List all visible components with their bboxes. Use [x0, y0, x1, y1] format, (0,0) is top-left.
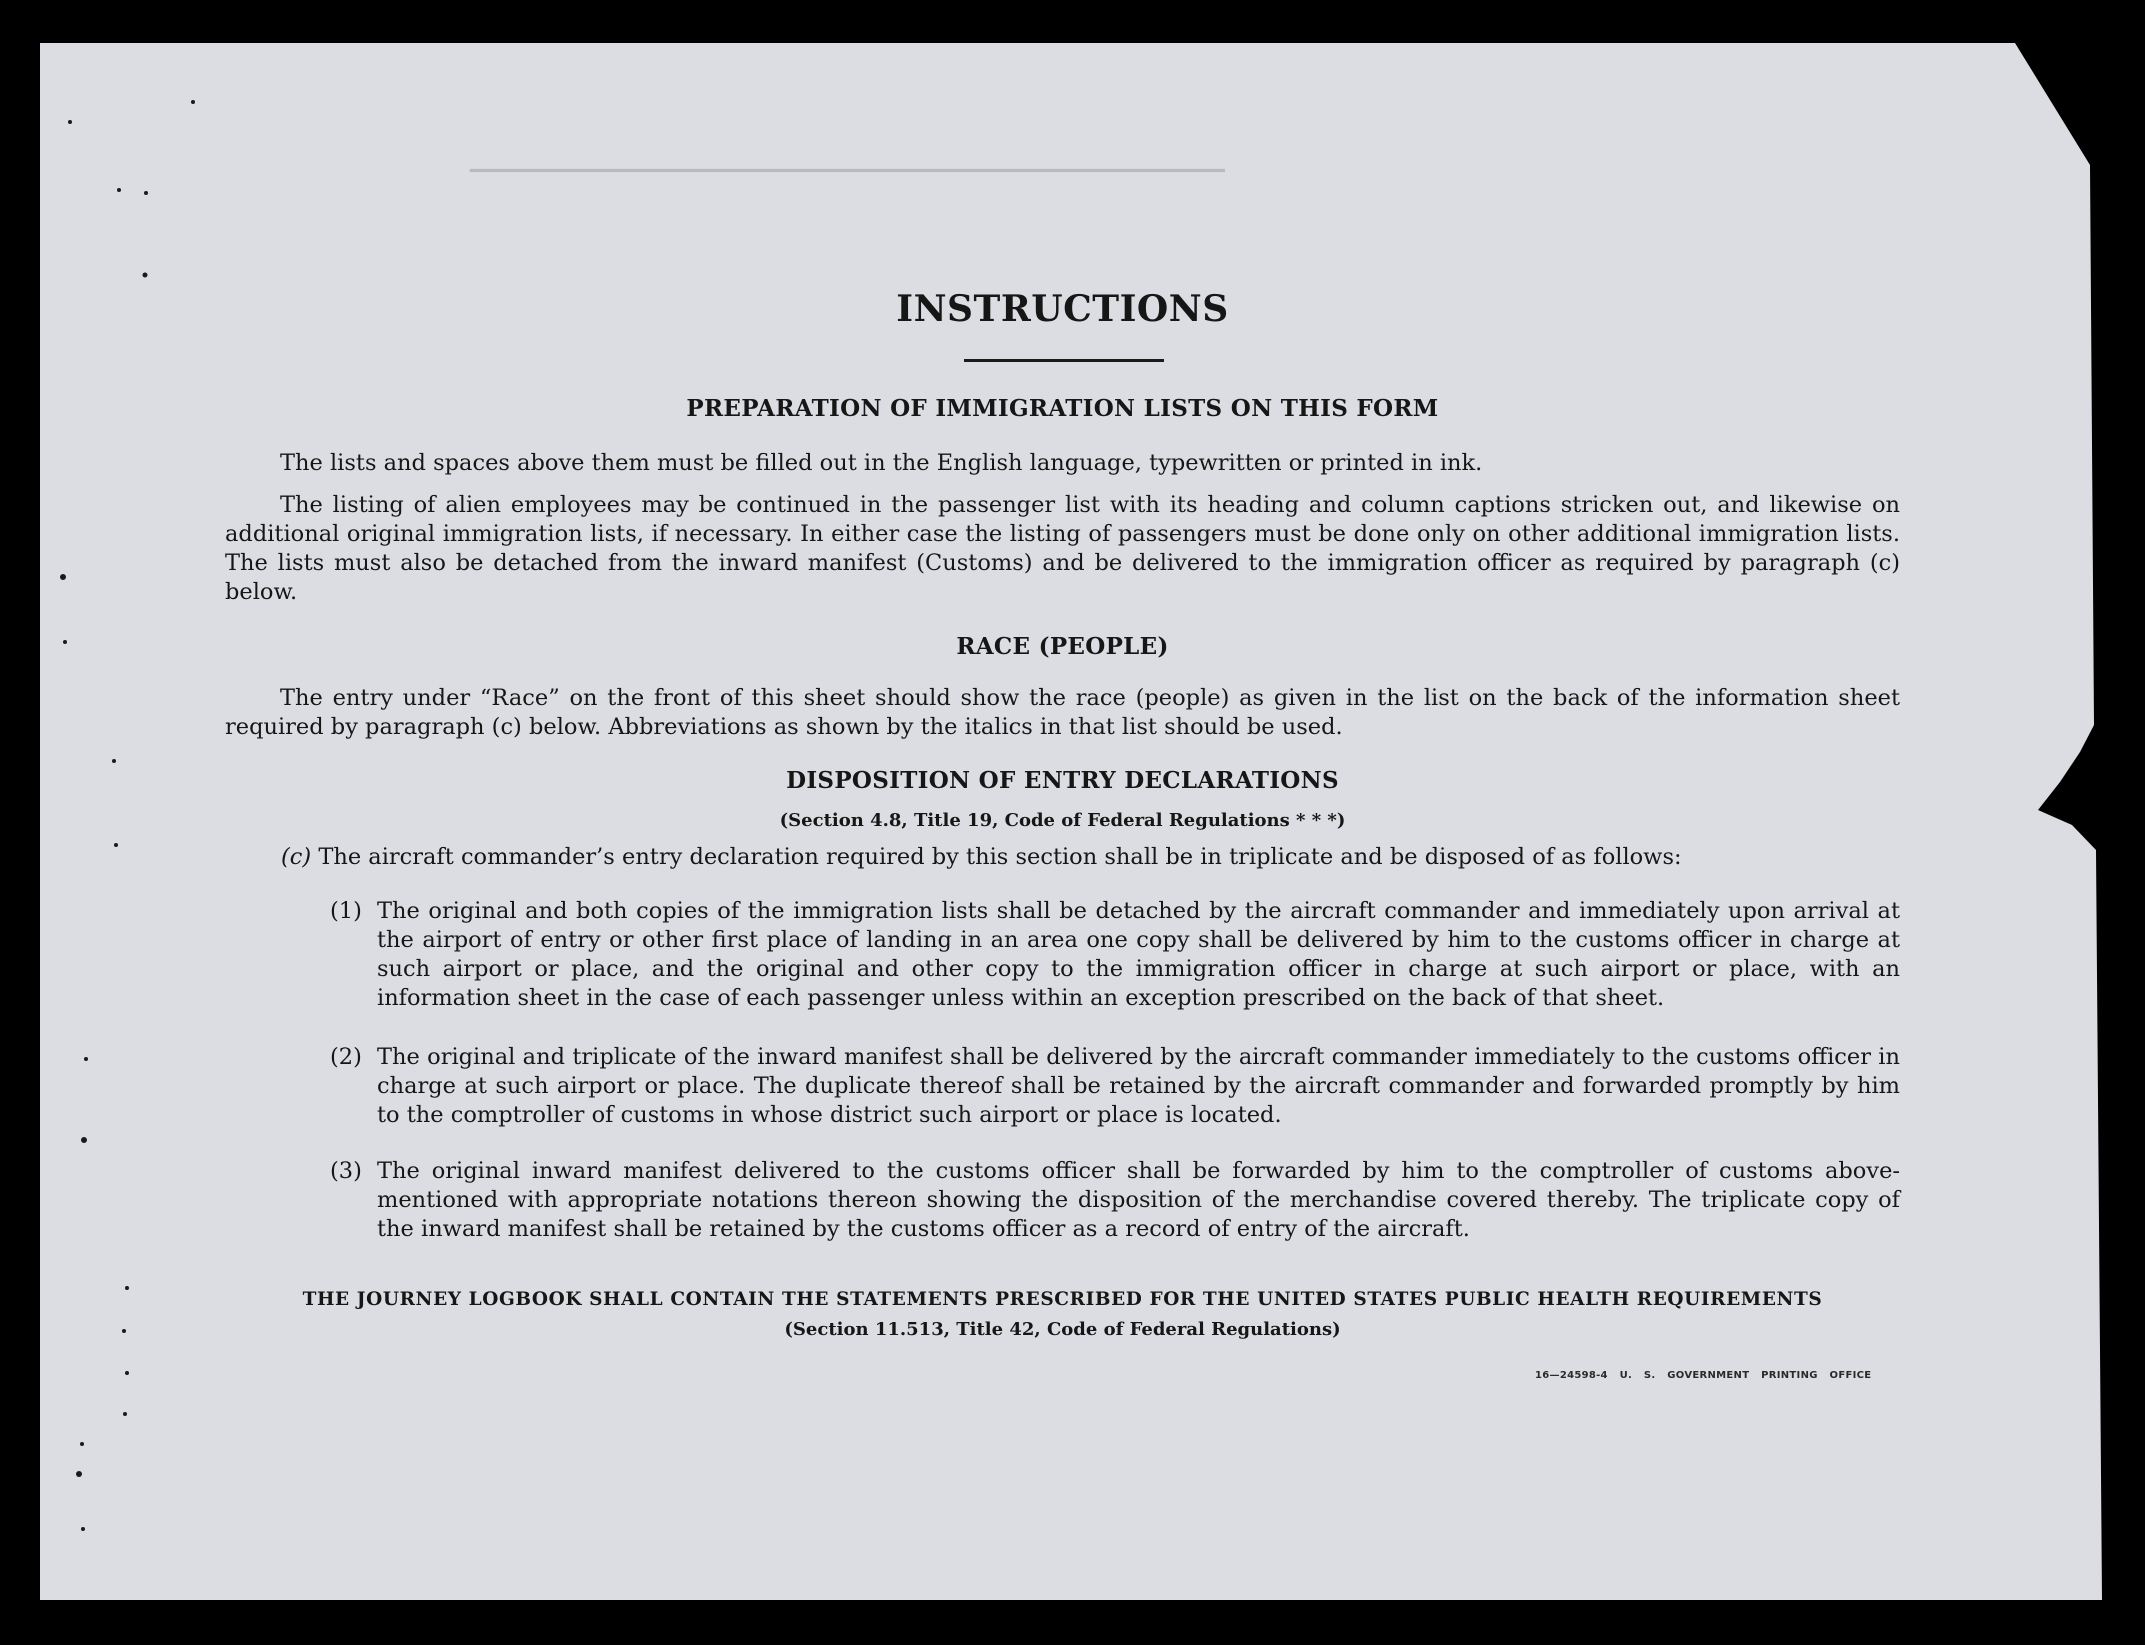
- disposition-clause: [281, 843, 1900, 872]
- page-title: INSTRUCTIONS: [896, 288, 1229, 330]
- disposition-item-1: [330, 897, 1900, 1013]
- disposition-heading: DISPOSITION OF ENTRY DECLARATIONS: [786, 767, 1339, 794]
- title-underline: [964, 359, 1164, 362]
- public-health-citation: (Section 11.513, Title 42, Code of Federal Regulations): [784, 1319, 1341, 1340]
- preparation-paragraph-1: The lists and spaces above them must be filled out in the English language, typewritten or printed in ink.: [280, 450, 1483, 476]
- disposition-item-2: [330, 1043, 1900, 1130]
- item-text: The original and both copies of the immigration lists shall be detached by the aircraft commander and immediately upon arrival at the airport of entry or other first place of landing in an area one copy shall be delivered by him to the customs officer in charge at such airport or place, and the original and other copy to the immigration officer in charge at such airport or place, with an information sheet in the case of each passenger unless within an exception prescribed on the back of that sheet.: [377, 898, 1900, 1011]
- item-text: The original inward manifest delivered to the customs officer shall be forwarded by him to the comptroller of customs above-mentioned with appropriate notations thereon showing the disposition of the merchandise covered thereby. The triplicate copy of the inward manifest shall be retained by the customs officer as a record of entry of the aircraft.: [377, 1158, 1900, 1242]
- disposition-citation: (Section 4.8, Title 19, Code of Federal Regulations * * *): [779, 810, 1346, 831]
- clause-text: The aircraft commander’s entry declaration required by this section shall be in triplicate and be disposed of as follows:: [318, 844, 1682, 870]
- clause-label: (c): [281, 844, 312, 870]
- disposition-item-3: [330, 1157, 1900, 1244]
- printer-mark: 16—24598-4 U. S. GOVERNMENT PRINTING OFFICE: [1535, 1370, 1872, 1381]
- item-number: (3): [330, 1158, 362, 1184]
- bleed-through-text: ━━━━━━━━━━━━━━━━━━━━━━━━━━━━━━━━━━━━━━━━━━━━━━━━━━━━━━━━━━━━━━━━━━: [470, 160, 1225, 182]
- item-number: (1): [330, 898, 362, 924]
- preparation-paragraph-2: The listing of alien employees may be continued in the passenger list with its heading and column captions stricken out, and likewise on additional original immigration lists, if necessary. In either case the listing of passengers must be done only on other additional immigration lists. The lists must also be detached from the inward manifest (Customs) and be delivered to the immigration officer as required by paragraph (c) below.: [225, 492, 1900, 605]
- public-health-statement: THE JOURNEY LOGBOOK SHALL CONTAIN THE STATEMENTS PRESCRIBED FOR THE UNITED STATES PUBLIC HEALTH REQUIREMENTS: [302, 1289, 1823, 1310]
- race-paragraph: The entry under “Race” on the front of this sheet should show the race (people) as given in the list on the back of the information sheet required by paragraph (c) below. Abbreviations as shown by the italics in that list should be used.: [225, 685, 1900, 740]
- preparation-heading: PREPARATION OF IMMIGRATION LISTS ON THIS FORM: [686, 395, 1439, 422]
- item-text: The original and triplicate of the inward manifest shall be delivered by the aircraft commander immediately to the customs officer in charge at such airport or place. The duplicate thereof shall be retained by the aircraft commander and forwarded promptly by him to the comptroller of customs in whose district such airport or place is located.: [377, 1044, 1900, 1128]
- item-number: (2): [330, 1044, 362, 1070]
- race-heading: RACE (PEOPLE): [956, 633, 1169, 660]
